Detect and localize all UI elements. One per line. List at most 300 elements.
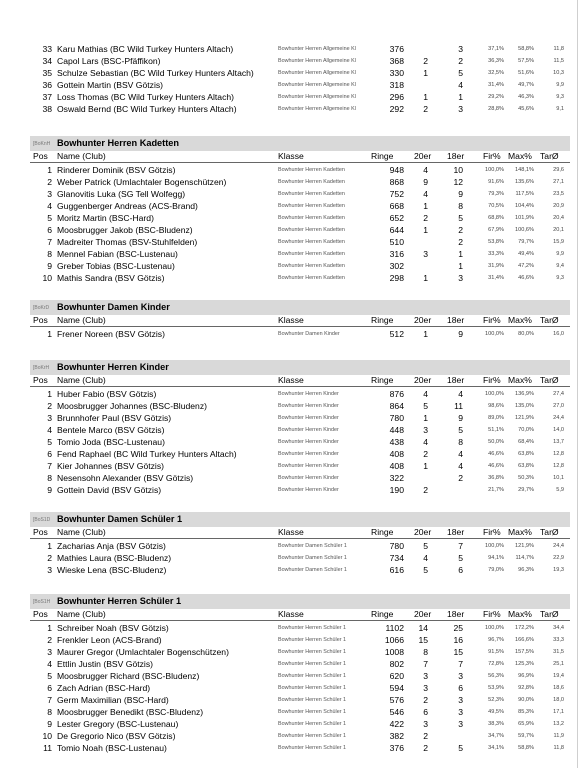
cell-tar: 5,9 <box>556 487 564 493</box>
cell-max: 59,7% <box>518 733 534 739</box>
table-row <box>0 706 581 718</box>
cell-klasse: Bowhunter Damen Schüler 1 <box>278 567 347 573</box>
cell-18er: 8 <box>458 437 463 447</box>
cell-max: 125,3% <box>515 661 534 667</box>
column-header-ringe: Ringe <box>371 527 394 537</box>
cell-fir: 70,5% <box>488 203 504 209</box>
cell-pos: 10 <box>42 731 52 741</box>
cell-name: Loss Thomas (BC Wild Turkey Hunters Altach) <box>57 92 235 102</box>
cell-20er: 3 <box>423 671 428 681</box>
column-header-row <box>0 314 581 326</box>
section-code: [BoKrD <box>33 305 50 311</box>
cell-pos: 10 <box>42 273 52 283</box>
cell-name: Lester Gregory (BSC-Lustenau) <box>57 719 179 729</box>
section-header <box>30 594 570 609</box>
column-header-ringe: Ringe <box>371 315 394 325</box>
table-row <box>0 272 581 284</box>
cell-tar: 9,3 <box>556 275 564 281</box>
cell-name: Brunnhofer Paul (BSV Götzis) <box>57 413 172 423</box>
cell-fir: 34,1% <box>488 745 504 751</box>
cell-tar: 23,5 <box>553 191 564 197</box>
cell-pos: 5 <box>47 213 52 223</box>
cell-name: Huber Fabio (BSV Götzis) <box>57 389 157 399</box>
table-row <box>0 564 581 576</box>
cell-tar: 29,6 <box>553 167 564 173</box>
cell-20er: 1 <box>423 68 428 78</box>
column-header-fir: Fir% <box>483 151 501 161</box>
table-row <box>0 622 581 634</box>
cell-name: Madreiter Thomas (BSV-Stuhlfelden) <box>57 237 198 247</box>
cell-20er: 3 <box>423 249 428 259</box>
cell-ringe: 780 <box>389 413 404 423</box>
cell-pos: 34 <box>42 56 52 66</box>
column-header-klasse: Klasse <box>278 527 304 537</box>
cell-max: 29,7% <box>518 487 534 493</box>
cell-name: Moosbrugger Jakob (BSC-Bludenz) <box>57 225 193 235</box>
cell-pos: 6 <box>47 683 52 693</box>
cell-tar: 9,9 <box>556 82 564 88</box>
cell-max: 51,6% <box>518 70 534 76</box>
cell-18er: 15 <box>453 647 463 657</box>
section-header <box>30 512 570 527</box>
cell-fir: 37,1% <box>488 46 504 52</box>
cell-ringe: 382 <box>389 731 404 741</box>
cell-klasse: Bowhunter Herren Kadetten <box>278 239 345 245</box>
table-row <box>0 388 581 400</box>
table-row <box>0 164 581 176</box>
section-title: Bowhunter Herren Kinder <box>57 362 169 372</box>
cell-20er: 2 <box>423 104 428 114</box>
column-header-z18: 18er <box>447 151 465 161</box>
cell-max: 63,8% <box>518 463 534 469</box>
cell-fir: 46,6% <box>488 451 504 457</box>
cell-tar: 24,4 <box>553 543 564 549</box>
cell-klasse: Bowhunter Herren Kadetten <box>278 251 345 257</box>
cell-18er: 25 <box>453 623 463 633</box>
cell-fir: 79,3% <box>488 191 504 197</box>
cell-20er: 1 <box>423 461 428 471</box>
column-header-klasse: Klasse <box>278 151 304 161</box>
cell-pos: 4 <box>47 201 52 211</box>
cell-tar: 11,8 <box>553 46 564 52</box>
cell-pos: 8 <box>47 473 52 483</box>
cell-tar: 10,1 <box>553 475 564 481</box>
cell-max: 117,5% <box>515 191 534 197</box>
cell-ringe: 318 <box>389 80 404 90</box>
cell-20er: 2 <box>423 731 428 741</box>
cell-klasse: Bowhunter Herren Kinder <box>278 487 339 493</box>
cell-max: 121,9% <box>515 415 534 421</box>
cell-klasse: Bowhunter Herren Kadetten <box>278 203 345 209</box>
cell-20er: 5 <box>423 401 428 411</box>
cell-18er: 10 <box>453 165 463 175</box>
cell-tar: 11,9 <box>553 733 564 739</box>
cell-tar: 31,5 <box>553 649 564 655</box>
cell-18er: 3 <box>458 707 463 717</box>
cell-tar: 20,9 <box>553 203 564 209</box>
table-row <box>0 200 581 212</box>
cell-20er: 1 <box>423 413 428 423</box>
cell-pos: 6 <box>47 225 52 235</box>
cell-name: Zach Adrian (BSC-Hard) <box>57 683 151 693</box>
cell-pos: 1 <box>47 329 52 339</box>
cell-ringe: 302 <box>389 261 404 271</box>
cell-name: Schreiber Noah (BSV Götzis) <box>57 623 169 633</box>
cell-20er: 5 <box>423 541 428 551</box>
cell-max: 80,0% <box>518 331 534 337</box>
cell-name: Gottein Martin (BSV Götzis) <box>57 80 164 90</box>
cell-18er: 4 <box>458 80 463 90</box>
column-header-klasse: Klasse <box>278 609 304 619</box>
column-header-tar: TarØ <box>540 151 559 161</box>
column-header-ringe: Ringe <box>371 151 394 161</box>
cell-max: 90,0% <box>518 697 534 703</box>
cell-max: 50,3% <box>518 475 534 481</box>
cell-name: Greber Tobias (BSC-Lustenau) <box>57 261 175 271</box>
section-header <box>30 300 570 315</box>
cell-max: 100,6% <box>515 227 534 233</box>
cell-klasse: Bowhunter Herren Kinder <box>278 427 339 433</box>
cell-fir: 68,8% <box>488 215 504 221</box>
cell-ringe: 734 <box>389 553 404 563</box>
cell-name: Moosbrugger Benedikt (BSC-Bludenz) <box>57 707 204 717</box>
column-header-tar: TarØ <box>540 315 559 325</box>
cell-20er: 4 <box>423 189 428 199</box>
table-row <box>0 658 581 670</box>
cell-max: 166,6% <box>515 637 534 643</box>
section-title: Bowhunter Herren Kadetten <box>57 138 180 148</box>
column-header-z20: 20er <box>414 527 432 537</box>
cell-fir: 96,7% <box>488 637 504 643</box>
cell-max: 70,0% <box>518 427 534 433</box>
column-header-ringe: Ringe <box>371 609 394 619</box>
cell-fir: 94,1% <box>488 555 504 561</box>
cell-fir: 36,8% <box>488 475 504 481</box>
cell-ringe: 376 <box>389 743 404 753</box>
cell-18er: 9 <box>458 413 463 423</box>
cell-pos: 4 <box>47 425 52 435</box>
cell-pos: 5 <box>47 437 52 447</box>
cell-20er: 4 <box>423 553 428 563</box>
cell-name: Fend Raphael (BC Wild Turkey Hunters Altach) <box>57 449 237 459</box>
cell-20er: 2 <box>423 695 428 705</box>
cell-20er: 2 <box>423 743 428 753</box>
cell-ringe: 1066 <box>384 635 404 645</box>
cell-pos: 37 <box>42 92 52 102</box>
cell-18er: 9 <box>458 329 463 339</box>
cell-klasse: Bowhunter Herren Kadetten <box>278 275 345 281</box>
cell-18er: 8 <box>458 201 463 211</box>
cell-18er: 3 <box>458 44 463 54</box>
column-header-max: Max% <box>508 375 532 385</box>
cell-pos: 3 <box>47 647 52 657</box>
cell-name: Moosbrugger Johannes (BSC-Bludenz) <box>57 401 207 411</box>
table-row <box>0 248 581 260</box>
table-row <box>0 91 581 103</box>
cell-tar: 10,3 <box>553 70 564 76</box>
column-header-tar: TarØ <box>540 609 559 619</box>
table-row <box>0 540 581 552</box>
cell-pos: 1 <box>47 165 52 175</box>
cell-20er: 2 <box>423 213 428 223</box>
cell-tar: 12,8 <box>553 451 564 457</box>
cell-ringe: 802 <box>389 659 404 669</box>
column-header-pos: Pos <box>33 527 48 537</box>
column-header-max: Max% <box>508 609 532 619</box>
cell-klasse: Bowhunter Herren Kinder <box>278 391 339 397</box>
cell-fir: 31,4% <box>488 82 504 88</box>
table-row <box>0 176 581 188</box>
cell-18er: 3 <box>458 273 463 283</box>
cell-18er: 11 <box>454 401 463 411</box>
cell-tar: 25,1 <box>553 661 564 667</box>
cell-klasse: Bowhunter Herren Schüler 1 <box>278 745 347 751</box>
cell-max: 46,3% <box>518 94 534 100</box>
section-code: [BoS1D <box>33 517 51 523</box>
cell-ringe: 620 <box>389 671 404 681</box>
section-code: [BoS1H <box>33 599 51 605</box>
cell-ringe: 376 <box>389 44 404 54</box>
cell-klasse: Bowhunter Herren Allgemeine Kl <box>278 82 356 88</box>
cell-18er: 7 <box>458 659 463 669</box>
cell-18er: 5 <box>458 743 463 753</box>
column-header-max: Max% <box>508 315 532 325</box>
cell-tar: 13,7 <box>553 439 564 445</box>
cell-name: Rinderer Dominik (BSV Götzis) <box>57 165 176 175</box>
cell-20er: 1 <box>423 273 428 283</box>
cell-fir: 67,9% <box>488 227 504 233</box>
cell-name: Germ Maximilian (BSC-Hard) <box>57 695 169 705</box>
cell-max: 157,5% <box>515 649 534 655</box>
cell-20er: 3 <box>423 719 428 729</box>
cell-ringe: 864 <box>389 401 404 411</box>
cell-pos: 8 <box>47 249 52 259</box>
cell-ringe: 292 <box>389 104 404 114</box>
cell-klasse: Bowhunter Herren Allgemeine Kl <box>278 94 356 100</box>
cell-fir: 36,3% <box>488 58 504 64</box>
cell-18er: 5 <box>458 553 463 563</box>
cell-pos: 6 <box>47 449 52 459</box>
cell-max: 92,8% <box>518 685 534 691</box>
cell-name: Capol Lars (BSC-Pfäffikon) <box>57 56 161 66</box>
cell-ringe: 616 <box>389 565 404 575</box>
cell-pos: 1 <box>47 389 52 399</box>
cell-name: Moritz Martin (BSC-Hard) <box>57 213 154 223</box>
cell-18er: 1 <box>458 249 463 259</box>
table-row <box>0 79 581 91</box>
cell-fir: 98,6% <box>488 403 504 409</box>
cell-fir: 72,8% <box>488 661 504 667</box>
cell-klasse: Bowhunter Herren Allgemeine Kl <box>278 106 356 112</box>
cell-18er: 3 <box>458 671 463 681</box>
column-header-ringe: Ringe <box>371 375 394 385</box>
column-header-max: Max% <box>508 151 532 161</box>
column-header-pos: Pos <box>33 315 48 325</box>
cell-tar: 27,1 <box>553 179 564 185</box>
column-header-name: Name (Club) <box>57 527 106 537</box>
cell-fir: 100,0% <box>485 391 504 397</box>
cell-pos: 2 <box>47 177 52 187</box>
cell-20er: 4 <box>423 437 428 447</box>
cell-pos: 8 <box>47 707 52 717</box>
cell-pos: 33 <box>42 44 52 54</box>
cell-ringe: 1008 <box>384 647 404 657</box>
column-header-tar: TarØ <box>540 527 559 537</box>
cell-ringe: 652 <box>389 213 404 223</box>
cell-max: 114,7% <box>515 555 534 561</box>
cell-max: 148,1% <box>515 167 534 173</box>
column-header-klasse: Klasse <box>278 375 304 385</box>
cell-ringe: 296 <box>389 92 404 102</box>
cell-name: Kier Johannes (BSV Götzis) <box>57 461 164 471</box>
column-header-pos: Pos <box>33 151 48 161</box>
table-row <box>0 670 581 682</box>
cell-fir: 21,7% <box>488 487 504 493</box>
cell-20er: 7 <box>423 659 428 669</box>
section-title: Bowhunter Herren Schüler 1 <box>57 596 182 606</box>
cell-ringe: 298 <box>389 273 404 283</box>
cell-pos: 9 <box>47 719 52 729</box>
cell-klasse: Bowhunter Herren Kadetten <box>278 179 345 185</box>
cell-pos: 11 <box>43 743 52 753</box>
table-row <box>0 67 581 79</box>
cell-name: Bentele Marco (BSV Götzis) <box>57 425 165 435</box>
cell-tar: 19,3 <box>553 567 564 573</box>
cell-fir: 89,0% <box>488 415 504 421</box>
cell-20er: 2 <box>423 56 428 66</box>
cell-klasse: Bowhunter Herren Kinder <box>278 439 339 445</box>
cell-fir: 31,9% <box>488 263 504 269</box>
cell-name: Glanovitis Luka (SG Tell Wolfegg) <box>57 189 186 199</box>
section-title: Bowhunter Damen Kinder <box>57 302 170 312</box>
cell-tar: 9,4 <box>556 263 564 269</box>
cell-tar: 18,0 <box>553 697 564 703</box>
cell-ringe: 948 <box>389 165 404 175</box>
cell-pos: 4 <box>47 659 52 669</box>
cell-18er: 5 <box>458 425 463 435</box>
column-header-name: Name (Club) <box>57 375 106 385</box>
cell-name: Wieske Lena (BSC-Bludenz) <box>57 565 167 575</box>
cell-klasse: Bowhunter Herren Schüler 1 <box>278 661 347 667</box>
table-row <box>0 552 581 564</box>
cell-max: 136,9% <box>515 391 534 397</box>
cell-name: Karu Mathias (BC Wild Turkey Hunters Altach) <box>57 44 234 54</box>
cell-pos: 3 <box>47 565 52 575</box>
table-row <box>0 400 581 412</box>
section-code: [BoKnH <box>33 141 51 147</box>
cell-name: Oswald Bernd (BC Wild Turkey Hunters Altach) <box>57 104 237 114</box>
cell-tar: 11,5 <box>553 58 564 64</box>
cell-tar: 19,4 <box>553 673 564 679</box>
cell-fir: 38,3% <box>488 721 504 727</box>
table-row <box>0 730 581 742</box>
cell-max: 96,9% <box>518 673 534 679</box>
column-header-fir: Fir% <box>483 609 501 619</box>
cell-klasse: Bowhunter Damen Kinder <box>278 331 340 337</box>
cell-tar: 12,8 <box>553 463 564 469</box>
cell-18er: 4 <box>458 389 463 399</box>
cell-fir: 79,0% <box>488 567 504 573</box>
table-row <box>0 460 581 472</box>
cell-tar: 33,3 <box>553 637 564 643</box>
cell-tar: 14,0 <box>553 427 564 433</box>
cell-18er: 5 <box>458 68 463 78</box>
cell-klasse: Bowhunter Herren Schüler 1 <box>278 649 347 655</box>
section-code: [BoKrH <box>33 365 50 371</box>
cell-pos: 35 <box>42 68 52 78</box>
cell-20er: 3 <box>423 683 428 693</box>
column-header-row <box>0 526 581 538</box>
cell-max: 172,2% <box>515 625 534 631</box>
cell-ringe: 438 <box>389 437 404 447</box>
cell-ringe: 752 <box>389 189 404 199</box>
column-header-z18: 18er <box>447 315 465 325</box>
column-header-z20: 20er <box>414 151 432 161</box>
table-row <box>0 412 581 424</box>
cell-tar: 13,2 <box>553 721 564 727</box>
column-header-name: Name (Club) <box>57 609 106 619</box>
column-header-row <box>0 150 581 162</box>
column-header-pos: Pos <box>33 609 48 619</box>
cell-fir: 91,5% <box>488 649 504 655</box>
cell-max: 45,6% <box>518 106 534 112</box>
cell-pos: 1 <box>47 541 52 551</box>
cell-klasse: Bowhunter Herren Schüler 1 <box>278 625 347 631</box>
cell-max: 49,4% <box>518 251 534 257</box>
cell-ringe: 876 <box>389 389 404 399</box>
cell-name: Tomio Noah (BSC-Lustenau) <box>57 743 167 753</box>
cell-18er: 3 <box>458 104 463 114</box>
cell-18er: 2 <box>458 225 463 235</box>
cell-ringe: 448 <box>389 425 404 435</box>
cell-ringe: 316 <box>389 249 404 259</box>
cell-pos: 2 <box>47 553 52 563</box>
cell-max: 49,7% <box>518 82 534 88</box>
table-row <box>0 188 581 200</box>
cell-klasse: Bowhunter Herren Schüler 1 <box>278 673 347 679</box>
cell-fir: 100,0% <box>485 167 504 173</box>
table-row <box>0 236 581 248</box>
cell-name: Guggenberger Andreas (ACS-Brand) <box>57 201 198 211</box>
table-row <box>0 682 581 694</box>
cell-max: 85,3% <box>518 709 534 715</box>
cell-klasse: Bowhunter Herren Schüler 1 <box>278 697 347 703</box>
cell-name: Frener Noreen (BSV Götzis) <box>57 329 165 339</box>
cell-fir: 100,0% <box>485 543 504 549</box>
cell-name: Schulze Sebastian (BC Wild Turkey Hunters Altach) <box>57 68 254 78</box>
cell-tar: 34,4 <box>553 625 564 631</box>
cell-max: 57,5% <box>518 58 534 64</box>
cell-max: 101,9% <box>515 215 534 221</box>
cell-ringe: 594 <box>389 683 404 693</box>
cell-pos: 7 <box>47 695 52 705</box>
section-header <box>30 360 570 375</box>
cell-fir: 32,5% <box>488 70 504 76</box>
cell-fir: 33,3% <box>488 251 504 257</box>
cell-pos: 38 <box>42 104 52 114</box>
column-header-z18: 18er <box>447 375 465 385</box>
column-header-pos: Pos <box>33 375 48 385</box>
cell-20er: 1 <box>423 201 428 211</box>
cell-20er: 15 <box>418 635 428 645</box>
cell-tar: 16,0 <box>553 331 564 337</box>
header-divider <box>30 386 570 387</box>
column-header-fir: Fir% <box>483 315 501 325</box>
column-header-z20: 20er <box>414 609 432 619</box>
table-row <box>0 436 581 448</box>
cell-max: 65,9% <box>518 721 534 727</box>
cell-fir: 56,3% <box>488 673 504 679</box>
